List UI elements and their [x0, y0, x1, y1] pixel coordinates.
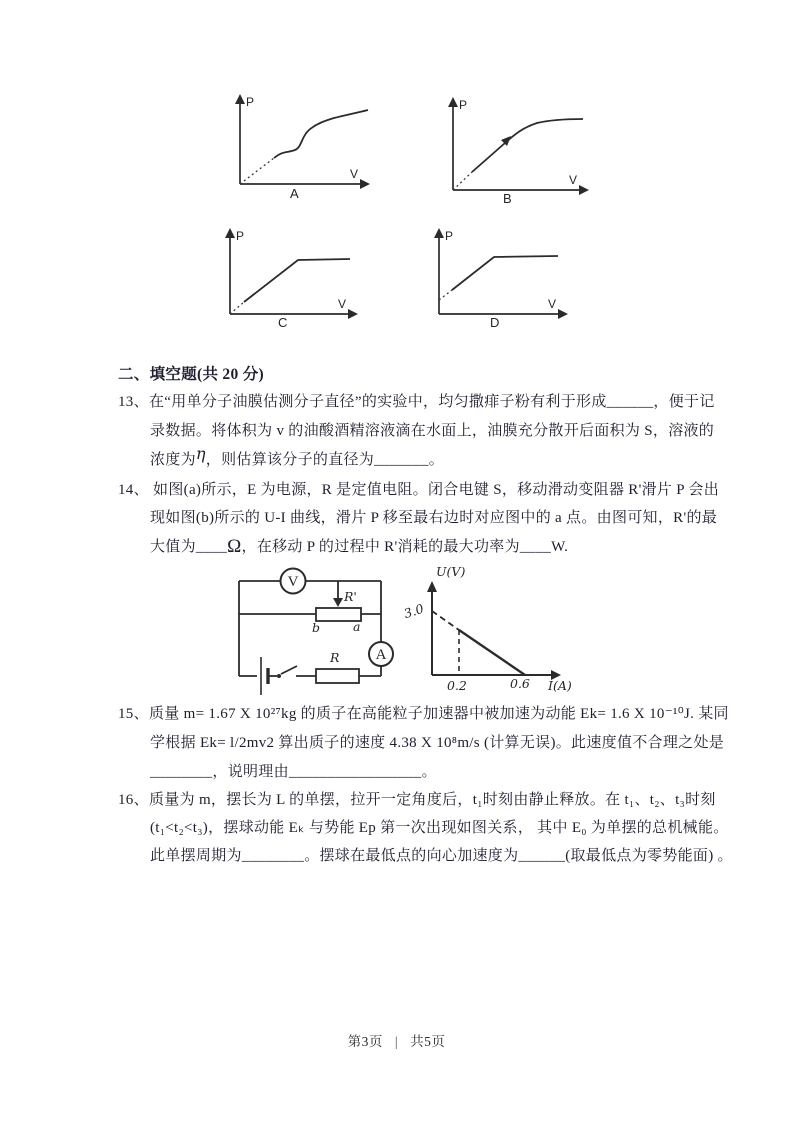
footer-separator: |	[394, 1034, 399, 1049]
graph-b-xaxis-arrow-icon	[579, 185, 589, 195]
graph-a-v-label: V	[350, 167, 359, 181]
resistor-r-label: R	[330, 650, 340, 665]
rheostat-label: R'	[344, 589, 357, 604]
q13-line1	[118, 392, 715, 412]
graph-a-xaxis-arrow-icon	[360, 179, 370, 189]
page-footer	[0, 1030, 793, 1050]
rheostat-wiper-arrow-icon	[333, 598, 343, 607]
q14-line1	[118, 480, 719, 500]
q15-line1-text: 质量 m= 1.67 X 10²⁷kg 的质子在高能粒子加速器中被加速为动能 Ek= 1.6 X 10⁻¹⁰J. 某同	[149, 706, 729, 722]
pv-graph-option-c	[218, 226, 363, 330]
switch-blade	[281, 666, 297, 674]
q14-line3-post: ，在移动 P 的过程中 R'消耗的最大功率为____W.	[241, 539, 569, 555]
q14-line3-pre: 大值为____	[150, 539, 228, 555]
ui-graph-dashed-extension	[432, 611, 459, 630]
footer-total-pages: 共5页	[410, 1034, 446, 1049]
switch-contact-dot	[277, 674, 281, 678]
graph-a-option-label: A	[290, 186, 299, 201]
graph-b-axes	[453, 104, 581, 190]
ui-graph-axes	[432, 589, 553, 675]
pv-graph-option-b	[443, 93, 593, 205]
circuit-diagram-figure-a	[213, 558, 418, 706]
q16-line2: (t₁<t₂<t₃)，摆球动能 Eₖ 与势能 Ep 第一次出现如图关系， 其中 E₀ 为单摆的总机械能。	[150, 820, 729, 836]
q14-line3	[150, 536, 568, 557]
q14-line2: 现如图(b)所示的 U-I 曲线，滑片 P 移至最右边时对应图中的 a 点。由图可知，R'的最	[150, 510, 718, 526]
q14-number: 14、	[118, 482, 149, 498]
graph-b-curve	[472, 119, 583, 172]
graph-d-option-label: D	[490, 315, 500, 330]
q13-line3-pre: 浓度为	[150, 452, 196, 468]
q15-line1	[118, 704, 729, 724]
q15-line2: 学根据 Ek= l/2mv2 算出质子的速度 4.38 X 10⁸m/s (计算无误)。此速度值不合理之处是	[150, 735, 725, 751]
terminal-b-label: b	[312, 620, 321, 635]
graph-c-axes	[230, 235, 350, 314]
graph-d-p-label: P	[445, 229, 454, 243]
graph-c-yaxis-arrow-icon	[225, 228, 235, 238]
q13-line1-text: 在“用单分子油膜估测分子直径”的实验中，均匀撒痱子粉有利于形成______，便于记	[149, 394, 715, 410]
q16-line3: 此单摆周期为________。摆球在最低点的向心加速度为______(取最低点为零势能面) 。	[150, 848, 733, 864]
q14-omega-symbol: Ω	[227, 536, 242, 557]
graph-d-curve-dotted	[439, 290, 452, 300]
q16-line1-text: 质量为 m，摆长为 L 的单摆，拉开一定角度后，t₁时刻由静止释放。在 t₁、t₂、t₃时刻	[149, 792, 716, 808]
graph-c-option-label: C	[278, 315, 288, 330]
graph-b-curve-dotted	[453, 172, 472, 190]
pv-graph-option-d	[428, 226, 573, 330]
graph-d-yaxis-arrow-icon	[434, 228, 444, 238]
graph-b-v-label: V	[569, 173, 578, 187]
graph-d-v-label: V	[548, 297, 557, 311]
ui-graph-yaxis-arrow-icon	[427, 581, 437, 592]
q16-line1	[118, 790, 716, 810]
graph-d-curve	[452, 256, 558, 290]
graph-c-curve-dotted	[230, 302, 244, 314]
graph-a-p-label: P	[246, 95, 255, 109]
graph-a-curve	[274, 110, 368, 158]
graph-a-yaxis-arrow-icon	[235, 94, 245, 104]
pv-graph-option-a	[222, 90, 374, 202]
graph-d-xaxis-arrow-icon	[558, 309, 568, 319]
q13-line3-post: ，则估算该分子的直径为_______。	[205, 452, 444, 468]
q14-line1-text: 如图(a)所示，E 为电源，R 是定值电阻。闭合电键 S，移动滑动变阻器 R'滑片 P 会出	[149, 482, 720, 498]
graph-b-p-label: P	[459, 98, 468, 112]
graph-b-option-label: B	[503, 191, 512, 205]
q16-number: 16、	[118, 792, 149, 808]
graph-c-p-label: P	[236, 229, 245, 243]
graph-d-axes	[439, 235, 560, 314]
ui-graph-xaxis-label: I(A)	[548, 678, 572, 693]
ui-graph-xvalue-0-6: 0.6	[510, 676, 530, 691]
graph-b-yaxis-arrow-icon	[448, 97, 458, 107]
graph-c-curve	[244, 259, 350, 302]
q13-number: 13、	[118, 394, 149, 410]
graph-c-v-label: V	[338, 297, 347, 311]
resistor-r-box	[316, 669, 359, 683]
q13-line2: 录数据。将体积为 v 的油酸酒精溶液滴在水面上，油膜充分散开后面积为 S，溶液的	[150, 423, 715, 439]
q13-line3	[150, 444, 444, 470]
ui-graph-figure-b	[398, 556, 603, 706]
terminal-a-label: a	[353, 619, 361, 634]
ammeter-label: A	[375, 647, 387, 663]
footer-page-number: 第3页	[347, 1034, 383, 1049]
ui-graph-yvalue-3-0: 3.0	[401, 600, 426, 622]
graph-a-curve-dotted	[240, 158, 274, 184]
q15-number: 15、	[118, 706, 149, 722]
ui-graph-line	[459, 630, 525, 675]
section-title: 二、填空题(共 20 分)	[118, 366, 264, 383]
ui-graph-xvalue-0-2: 0.2	[447, 678, 467, 693]
q13-eta-symbol: η	[195, 444, 206, 463]
q15-line3: ________，说明理由_________________。	[150, 764, 437, 780]
ui-graph-yaxis-label: U(V)	[436, 564, 466, 579]
voltmeter-label: V	[287, 574, 299, 590]
graph-c-xaxis-arrow-icon	[348, 309, 358, 319]
